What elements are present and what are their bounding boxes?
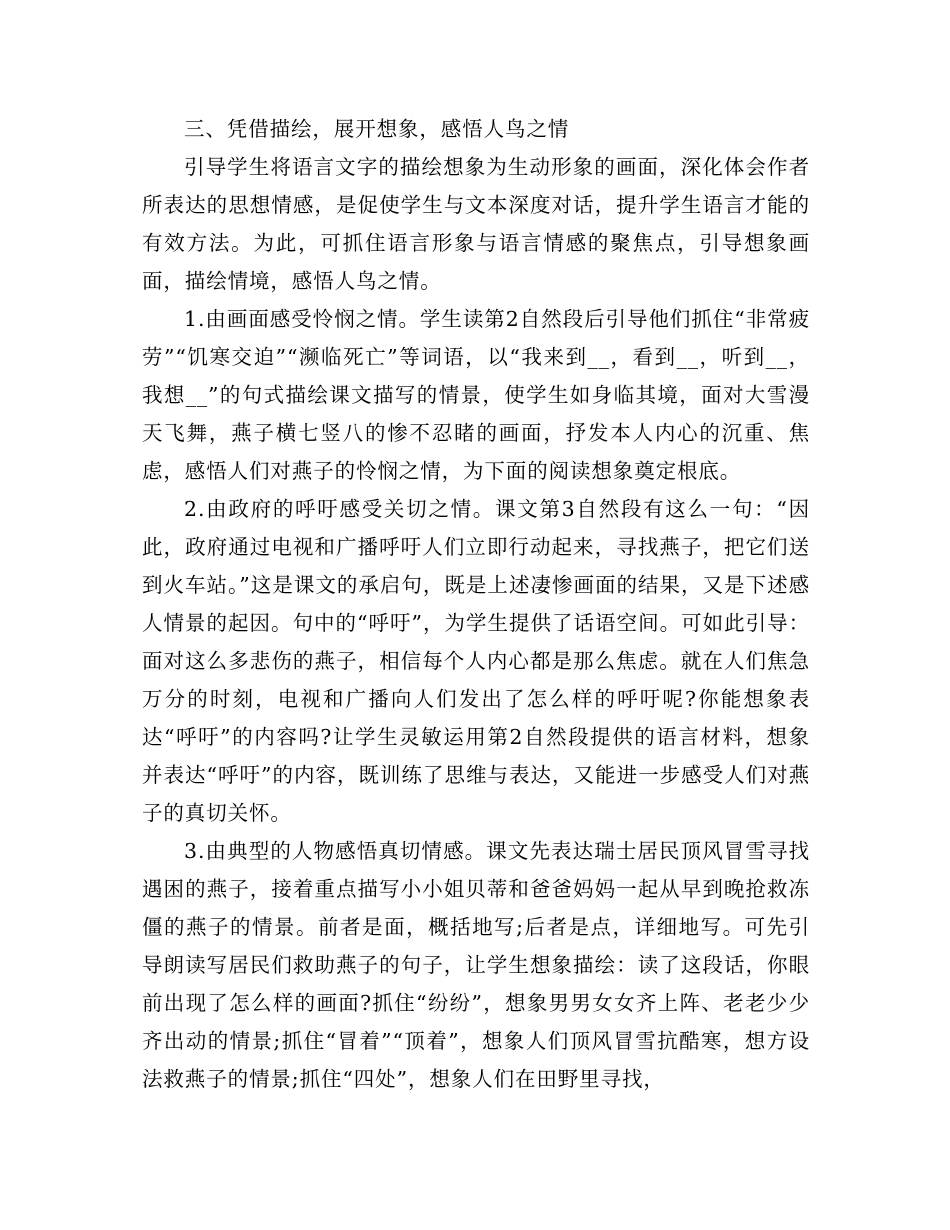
paragraph-point-1: 1.由画面感受怜悯之情。学生读第2自然段后引导他们抓住“非常疲劳”“饥寒交迫”“濒临死亡”等词语，以“我来到__，看到__，听到__，我想__”的句式描绘课文描写的情景，使学生如身临其境，面对大雪漫天飞舞，燕子横七竖八的惨不忍睹的画面，抒发本人内心的沉重、焦虑，感悟人们对燕子的怜悯之情，为下面的阅读想象奠定根底。	[142, 307, 810, 483]
paragraph-intro: 引导学生将语言文字的描绘想象为生动形象的画面，深化体会作者所表达的思想情感，是促使学生与文本深度对话，提升学生语言才能的有效方法。为此，可抓住语言形象与语言情感的聚焦点，引导想象画面，描绘情境，感悟人鸟之情。	[142, 155, 810, 293]
section-heading: 三、凭借描绘，展开想象，感悟人鸟之情	[184, 117, 570, 141]
paragraph-point-3: 3.由典型的人物感悟真切情感。课文先表达瑞士居民顶风冒雪寻找遇困的燕子，接着重点描写小小姐贝蒂和爸爸妈妈一起从早到晚抢救冻僵的燕子的情景。前者是面，概括地写;后者是点，详细地写。可先引导朗读写居民们救助燕子的句子，让学生想象描绘：读了这段话，你眼前出现了怎么样的画面?抓住“纷纷”，想象男男女女齐上阵、老老少少齐出动的情景;抓住“冒着”“顶着”，想象人们顶风冒雪抗酷寒，想方设法救燕子的情景;抓住“四处”，想象人们在田野里寻找，	[142, 839, 810, 1091]
document-body	[142, 110, 810, 1098]
paragraph-point-2: 2.由政府的呼吁感受关切之情。课文第3自然段有这么一句：“因此，政府通过电视和广播呼吁人们立即行动起来，寻找燕子，把它们送到火车站。”这是课文的承启句，既是上述凄惨画面的结果，又是下述感人情景的起因。句中的“呼吁”，为学生提供了话语空间。可如此引导：面对这么多悲伤的燕子，相信每个人内心都是那么焦虑。就在人们焦急万分的时刻，电视和广播向人们发出了怎么样的呼吁呢?你能想象表达“呼吁”的内容吗?让学生灵敏运用第2自然段提供的语言材料，想象并表达“呼吁”的内容，既训练了思维与表达，又能进一步感受人们对燕子的真切关怀。	[142, 497, 810, 825]
